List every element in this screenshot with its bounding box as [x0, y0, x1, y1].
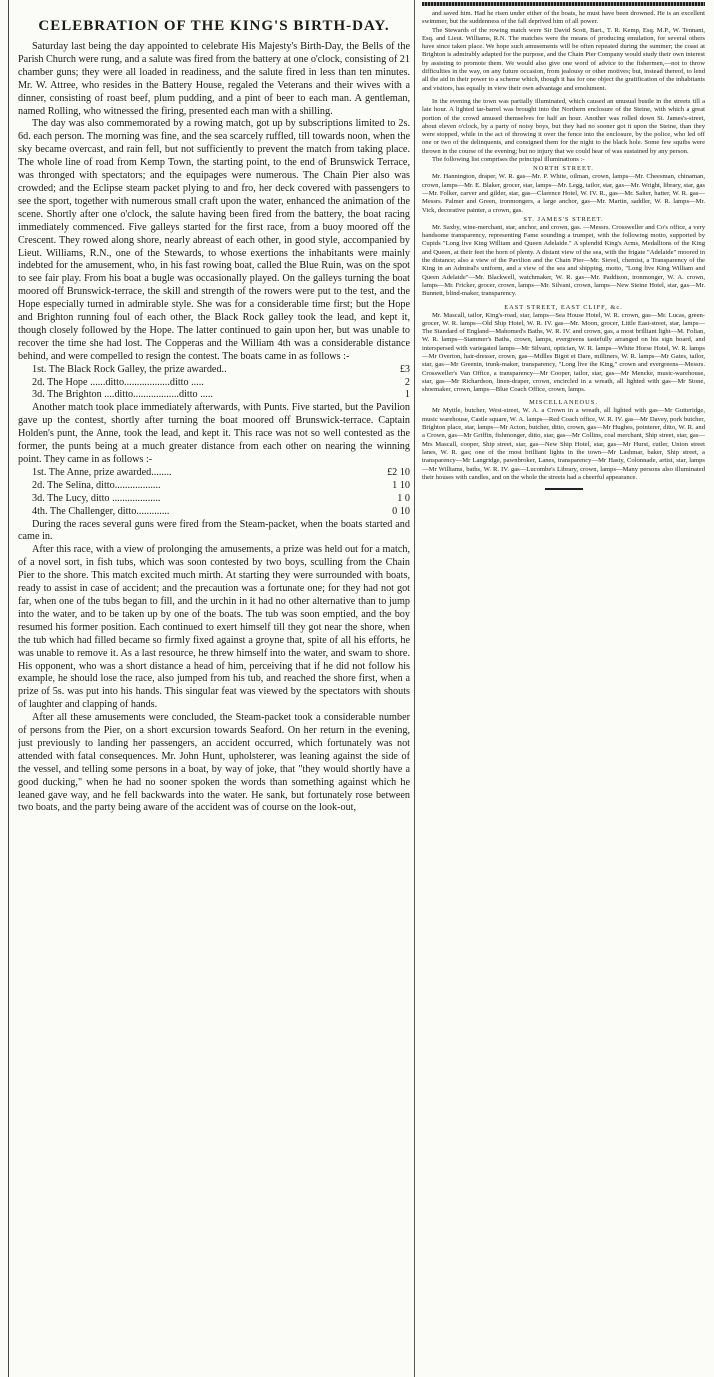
left-column [18, 0, 410, 1377]
section-title: ST. JAMES'S STREET. [523, 215, 604, 223]
paragraph: After all these amusements were concluded, the Steam-packet took a considerable number of persons from the Pier, on a short excursion towards Seaford. On her return in the evening, just previously to landing her passengers, an accident occurred, which fortunately was not attended with fatal consequences. Mr. John Hunt, upholsterer, was leaning against the side of the vessel, and telling some persons in a boat, by way of joke, that "they would shortly have a good ducking," when he had no sooner spoken the words than something against which he leaned gave way, and he fell backwards into the water. He sank, but fortunately rose between two boats, and the party being aware of the accident was of course on the look-out, [18, 712, 410, 814]
result-value: 2 [404, 376, 410, 388]
top-rule [422, 2, 705, 6]
result-row [18, 389, 410, 402]
result-row [18, 467, 410, 480]
result-label: 1st. The Anne, prize awarded........ [32, 466, 172, 478]
section-text: Mr. Saxby, wine-merchant, star, anchor, and crown, gas. —Messrs. Crossweller and Co's office, a very handsome transparency, representing Fame sounding a trumpet, with the following motto, supported by Cupids "Long live King William and Queen Adelaide." A splendid King's Arms, Medallions of the King and Queen, at their feet the horn of plenty. A distant view of the sea, with the frigate "Adelaide" moored in the distance; also a view of the Pavilion and the Chain Pier—Mr. Sievel, chemist, a Transparency of the King in an Admiral's uniform, and a view of the sea and shipping, motto, "Long live King William and Queen Adelaide"—Mr. Blackwell, watchmaker, W. R. gas—Mr. Paddison, ironmonger, W. A. crown, lamps—Mr. Fricker, grocer, crown, lamps—Mr. Silvani, crown, lamps—New Steine Hotel, star, gas—Mr. Bunnett, blind-maker, transparency. [422, 223, 705, 298]
paragraph: In the evening the town was partially illuminated, which caused an unusual bustle in the streets till a late hour. A lighted tar-barrel was brought into the Northern enclosure of the Steine, with which a great portion of the crowd amused themselves for half an hour. Another was rolled down St. James's-street, about eleven o'clock, by a party of noisy boys, but they had no sooner got it upon the Steine, than they were stopped, while in the act of throwing it over the fence into the enclosure, by the police, who led off one or two of the delinquents, and consigned them for the night to the black hole. Some few squibs were thrown in the course of the evening; but no injury that we could hear of was sustained by any person. [422, 97, 705, 155]
result-label: 3d. The Brighton ....ditto..................ditto ..... [32, 389, 213, 401]
result-value: £2 10 [387, 466, 410, 478]
result-value: 1 10 [392, 479, 410, 491]
end-rule [545, 488, 583, 490]
result-row [18, 480, 410, 493]
result-label: 1st. The Black Rock Galley, the prize awarded.. [32, 363, 227, 375]
paragraph: Another match took place immediately afterwards, with Punts. Five started, but the Pavilion gave up the contest, shortly after turning the boat moored off Brunswick-terrace. Captain Holden's punt, the Anne, took the lead, and kept it. This race was not so well contested as the former, the punts being at a much greater distance from each other on nearing the winning point. They came in as follows :- [18, 402, 410, 465]
paragraph: The day was also commemorated by a rowing match, got up by subscriptions limited to 2s. 6d. each person. The morning was fine, and the sea scarcely ruffled, till towards noon, when the sky became overcast, and rain fell, but not sufficiently to prevent the match from taking place. The whole line of road from Kemp Town, the starting point, to the end of Brunswick Terrace, was thronged with spectators; and the equipages were numerous. The Chain Pier also was crowded; and the Eclipse steam packet plying to and fro, her deck covered with passengers to see the sport, together with numerous small craft upon the water, enhanced the animation of the scene. Shortly after one o'clock, the salute having been fired from the battery, the boat racing immediately commenced. Five galleys started for the first race, from a buoy moored off the Crescent. They rowed along shore, nearly abreast of each other, in good style, accompanied by Lieut. Williams, R.N., one of the Stewards, to whose exertions the inhabitants were mainly indebted for the amusement, who, in his fast rowing boat, called the Blue Ruin, was on the spot to see fair play. From his boat a bugle was occasionally played. On the galleys turning the boat moored off Brunswick-terrace, the skill and strength of the rowers were put to the test, and the Hope especially turned in admirable style. She was for a considerable time first; but the Hope and Brighton running foul of each other, the Black Rock galley took the lead, and kept it, though closely followed by the Hope. The latter continued to gain upon her, but was unable to recover the time she had lost. The Copperas and the William 4th was a considerable distance behind, and were compelled to resign the contest. The boats came in as follows :- [18, 118, 410, 362]
result-value: £3 [399, 363, 410, 375]
section-text: Mr Myttle, butcher, West-street, W. A. a Crown in a wreath, all lighted with gas—Mr Gutteridge, music warehouse, Castle square, W. A. lamps—Red Coach office, W. R. IV. gas—Mr Davey, pork butcher, Brighton place, star, lamps—Mr Acton, butcher, ditto, crown, gas—Mr Hughes, pointerer, ditto, W. R. and a Crown, gas—Mr Griffin, fishmonger, ditto, star, gas—Mr Collins, coal merchant, Ship street, star, gas—Mrs Mascall, cooper, Ship street, star, gas—New Ship Hotel, star, gas—Mr Hurst, cutler, Union street lanes, W. R. gas; one of the most brilliant lights in the town—Mr Lashmar, baker, Ship street, a transparency—Mr Langridge, pawnbroker, Lanes, transparency—Mr Hasty, Colonnade, artist, star, lamps—Mr Williams, baths, W. R. IV. gas—Lucombe's Library, crown, lamps—Many persons also illuminated their houses with candles, and on the whole the streets had a cheerful appearance. [422, 407, 705, 481]
result-row [18, 364, 410, 377]
section-title: NORTH STREET. [533, 165, 594, 173]
result-value: 0 10 [392, 505, 410, 517]
result-row [18, 377, 410, 390]
section-text: Mr. Hannington, draper, W. R. gas—Mr. P. White, oilman, crown, lamps—Mr. Cheesman, chinaman, crown, lamps—Mr. E. Blaker, grocer, star, lamps—Mr. Legg, tailor, star, gas—Mr. Wright, library, star, gas—Mr. Folker, carver and gilder, star, gas—Clarence Hotel, W. IV. R., gas—Mr. Salter, hatter, W. R. gas—Messrs. Palmer and Green, ironmongers, a large anchor, gas—Mr. Martin, saddler, W. R. lamps—Mr. Vick, decorative painter, a crown, gas. [422, 173, 705, 214]
headline: CELEBRATION OF THE KING'S BIRTH-DAY. [38, 18, 390, 34]
paragraph: The Stewards of the rowing match were Sir David Scott, Bart., T. R. Kemp, Esq. M.P., W. Tennant, Esq. and Lieut. Williams, R.N. The matches were the means of producing emulation, for several others have since taken place. We hope such amusements will be often repeated during the summer; the coast at Brighton is admirably adapted for the purpose, and the Chain Pier Company would study their own interest by assisting to promote them. We would also give one word of advice to the fishermen,—not to throw difficulties in the way, on any future occasion, from jealousy or other motives; but, instead thereof, to lend all the aid in their power to a scheme which, though it has for one object the gratification of the inhabitants and visitors, has equally in view their own advantage and emolument. [422, 26, 705, 92]
right-column [422, 0, 705, 1377]
result-row [18, 506, 410, 519]
result-value: 1 [404, 389, 410, 401]
section-title: EAST STREET, EAST CLIFF, &c. [504, 303, 623, 311]
left-margin-rule [8, 0, 9, 1377]
result-row [18, 493, 410, 506]
result-value: 1 0 [397, 492, 410, 504]
paragraph: The following list comprises the principal illuminations :- [432, 156, 585, 164]
section-text: Mr. Mascall, tailor, King's-road, star, lamps—Sea House Hotel, W. R. crown, gas—Mr. Lucas, green-grocer, W. R. lamps—Old Ship Hotel, W. R. IV. gas—Mr. Moon, grocer, Little East-street, star, lamps—The Standard of England—Mahomed's Baths, W. R. IV. and crown, gas, a most brilliant light—M. Folian, W. R. lamps—Stammer's Baths, crown, lamps, evergreens tastefully arranged on his sign board, and interspersed with variegated lamps—Mr Silvani, optician, W. R. lamps—White Horse Hotel, W. R. lamps—Mr Overton, hair-dresser, crown, gas—Mdlles Bigot et Dare, milliners, W. R. lamps—Mr Gates, tailor, star, gas—Mr Greenin, trunk-maker, transparency, "Long live the King," crown and evergreens—Messrs. Crossweller's Van Office, a transparency—Mr Cooper, tailor, star, gas—Mr Mencke, music-warehouse, star, gas—Mr Richardson, linen-draper, crown, encircled in a wreath, all lighted with gas—Mr Stone, shoemaker, crown, lamps—Blue Coach Office, crown, lamps. [422, 311, 705, 394]
section-title: MISCELLANEOUS. [529, 399, 598, 407]
paragraph: Saturday last being the day appointed to celebrate His Majesty's Birth-Day, the Bells of the Parish Church were rung, and a salute was fired from the battery at one o'clock, consisting of 21 chamber guns; they were all loaded in readiness, and the salute fired in less than ten minutes. Mr. W. Attree, who resides in the Battery House, regaled the Veterans and their wives with a dinner, consisting of roast beef, plum pudding, and a pint of beer to each man. A gentleman, named Rolling, who witnessed the firing, presented each man with a shilling. [18, 41, 410, 117]
result-label: 3d. The Lucy, ditto ................... [32, 492, 161, 504]
paragraph: During the races several guns were fired from the Steam-packet, when the boats started and came in. [18, 518, 410, 543]
result-label: 2d. The Hope ......ditto..................ditto ..... [32, 376, 204, 388]
result-label: 2d. The Selina, ditto.................. [32, 479, 161, 491]
race2-results [18, 467, 410, 519]
race1-results [18, 364, 410, 403]
paragraph: and saved him. Had he risen under either of the boats, he must have been drowned. He is an excellent swimmer, but the suddenness of the fall deprived him of all power. [422, 10, 705, 26]
result-label: 4th. The Challenger, ditto............. [32, 505, 170, 517]
paragraph: After this race, with a view of prolonging the amusements, a prize was held out for a match, of a novel sort, in fish tubs, which was soon contested by two boys, sculling from the Chain Pier to the shore. This match excited much mirth. At starting they were surrounded with boats, ready to assist in case of accident; and the precaution was a fortunate one; for they had not got far, when one of the tubs began to fill, and the urchin in it had no other alternative than to jump into the water, and to be taken up by one of the boats. The tub was soon emptied, and the boy resumed his former position. Each continued to exert himself till they got near the shore, when the tub which had filled became so firmly fixed against a groyne that, spite of all his efforts, he was unable to remove it. As a last resource, he threw himself into the water, and swam to shore. His opponent, who was a short distance a head of him, perceiving that if he did not follow his example, he should lose the race, also jumped from his tub, and reached the shore first, when a prize of 5s. was put into his hands. This singular feat was viewed by the spectators with shouts of laughter and clapping of hands. [18, 544, 410, 711]
column-divider [414, 0, 415, 1377]
